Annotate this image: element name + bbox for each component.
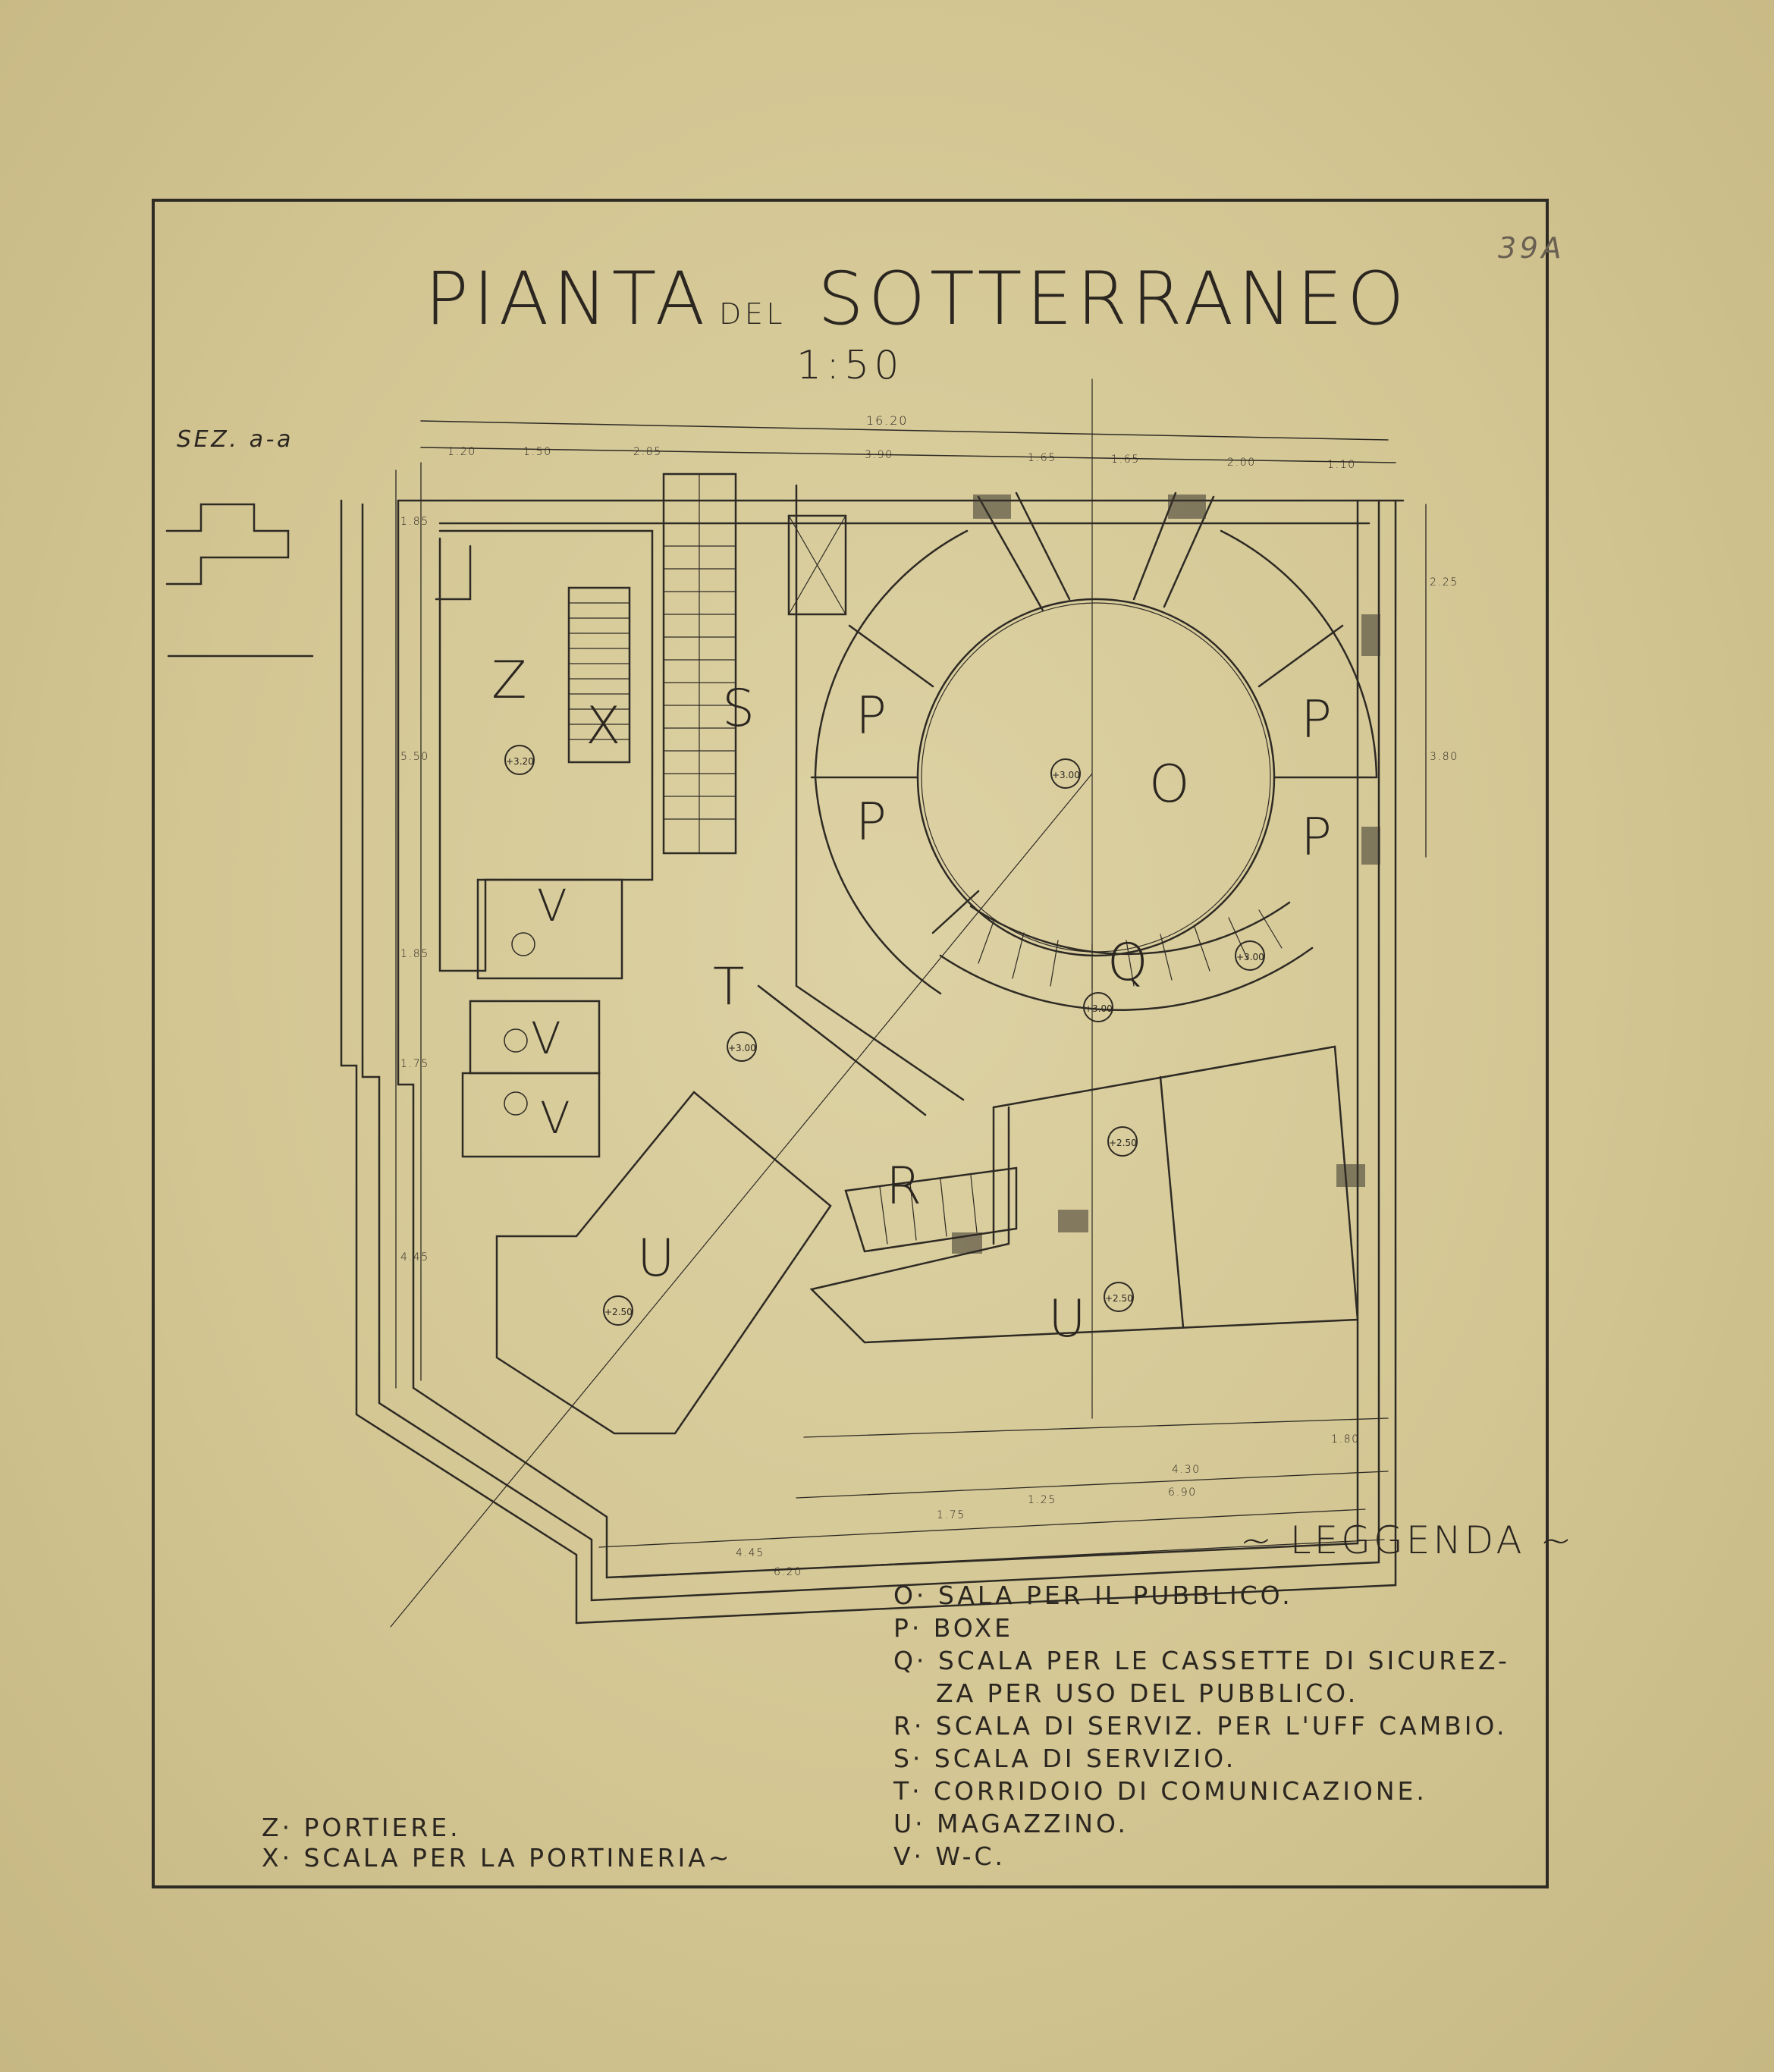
dim-top-5: 1.65 [1028,452,1057,464]
room-p-1: P [856,686,887,746]
level-mark-q-2: +3.00 [1235,940,1265,971]
dim-overall: 16.20 [866,413,909,428]
dim-bottom-3: 1.75 [937,1509,965,1521]
dim-top-1: 1.20 [447,446,476,458]
wc-3 [463,1073,599,1157]
room-v-2: V [531,1012,561,1064]
section-label: SEZ. a-a [177,426,294,453]
legend-item-s: S· SCALA DI SERVIZIO. [893,1744,1237,1773]
dim-bottom-4: 1.25 [1028,1494,1057,1506]
level-mark-q-1: +3.00 [1083,992,1113,1022]
dim-top-8: 1.10 [1327,459,1356,471]
room-r: R [886,1157,922,1217]
scale-label: 1:50 [796,343,904,388]
sheet-number: 39A [1498,231,1565,265]
level-mark-u-2: +2.50 [1104,1282,1134,1312]
level-mark-u-1: +2.50 [603,1295,633,1326]
dim-right-2: 3.80 [1430,751,1458,763]
legend-item-p: P· BOXE [893,1613,1013,1643]
dim-bottom-1: 4.45 [736,1547,765,1559]
dim-left-2: 5.50 [400,751,429,763]
level-mark-t: +3.00 [727,1031,757,1062]
room-t: T [713,957,745,1017]
dim-bottom-5: 6.90 [1168,1487,1197,1499]
dim-top-2: 1.50 [523,446,552,458]
room-o: O [1149,755,1190,815]
round-hall [918,599,1274,956]
dim-bottom-7: 1.80 [1331,1433,1360,1446]
legend-item-t: T· CORRIDOIO DI COMUNICAZIONE. [893,1776,1427,1806]
legend-item-r: R· SCALA DI SERVIZ. PER L'UFF CAMBIO. [893,1711,1508,1741]
dim-bottom-2: 6.20 [774,1566,802,1578]
axis-line [391,774,1092,1627]
room-q: Q [1107,933,1148,993]
legend-title: ~ LEGGENDA ~ [1240,1518,1575,1562]
room-p-3: P [856,793,887,852]
level-mark-r: +2.50 [1107,1126,1138,1157]
room-p-2: P [1301,690,1333,750]
room-v-3: V [540,1092,570,1144]
dim-left-1: 1.85 [400,516,429,528]
level-mark-z: +3.20 [504,745,535,775]
dim-top-3: 2.85 [633,446,662,458]
title-del: DEL [719,297,787,331]
dim-top-4: 3.90 [865,449,893,461]
level-mark-o: +3.00 [1050,758,1081,789]
section-sketch [167,504,288,584]
dim-bottom-6: 4.30 [1172,1464,1201,1476]
room-u-2: U [1048,1289,1086,1349]
dim-right-1: 2.25 [1430,576,1458,589]
room-x: X [586,696,621,756]
dim-left-3: 1.85 [400,948,429,960]
legend-item-q-cont: ZA PER USO DEL PUBBLICO. [936,1678,1359,1708]
room-v-1: V [537,880,567,931]
room-s: S [722,679,755,739]
room-z: Z [491,651,527,711]
stair-r [846,1168,1016,1251]
room-p-4: P [1301,808,1333,868]
legend-list [893,1579,1510,1873]
dim-top-7: 2.00 [1227,457,1256,469]
legend-item-x: X· SCALA PER LA PORTINERIA~ [262,1843,733,1873]
title-pianta: PIANTA [425,256,710,341]
dim-left-4: 1.75 [400,1058,429,1070]
legend-item-z: Z· PORTIERE. [262,1813,461,1842]
dim-top-6: 1.65 [1111,454,1140,466]
legend-left-list [262,1813,732,1873]
room-u-1: U [637,1229,675,1289]
legend-item-o: O· SALA PER IL PUBBLICO. [893,1581,1293,1610]
legend-item-u: U· MAGAZZINO. [893,1809,1129,1838]
legend-item-q: Q· SCALA PER LE CASSETTE DI SICUREZ- [893,1646,1510,1675]
legend-item-v: V· W-C. [893,1841,1006,1871]
boxes-ring [815,531,1377,994]
dim-left-5: 4.45 [400,1251,429,1264]
title-sotterraneo: SOTTERRANEO [818,256,1409,341]
